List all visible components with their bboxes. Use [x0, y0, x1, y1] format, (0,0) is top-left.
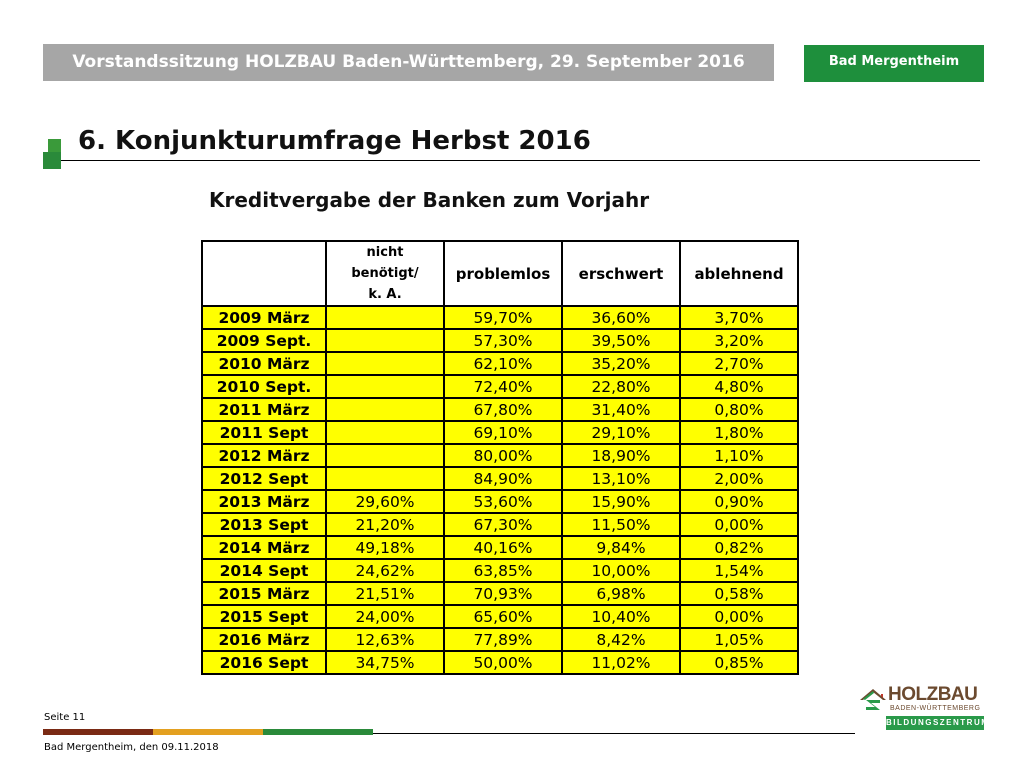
value-cell: 0,80%: [680, 398, 798, 421]
value-cell: 72,40%: [444, 375, 562, 398]
table-row: [202, 559, 798, 582]
period-cell: 2011 Sept: [202, 421, 326, 444]
period-cell: 2016 Sept: [202, 651, 326, 674]
value-cell: 21,20%: [326, 513, 444, 536]
period-cell: 2014 März: [202, 536, 326, 559]
period-cell: 2010 Sept.: [202, 375, 326, 398]
value-cell: 65,60%: [444, 605, 562, 628]
value-cell: 11,02%: [562, 651, 680, 674]
table-row: [202, 628, 798, 651]
footer-bar-brown: [43, 729, 153, 735]
value-cell: 21,51%: [326, 582, 444, 605]
period-cell: 2010 März: [202, 352, 326, 375]
value-cell: 0,58%: [680, 582, 798, 605]
location-badge: Bad Mergentheim: [804, 45, 984, 82]
value-cell: 2,00%: [680, 467, 798, 490]
value-cell: 40,16%: [444, 536, 562, 559]
table-row: [202, 421, 798, 444]
period-cell: 2009 März: [202, 306, 326, 329]
period-cell: 2015 Sept: [202, 605, 326, 628]
header-line: benötigt/: [351, 266, 419, 281]
value-cell: 3,20%: [680, 329, 798, 352]
value-cell: 22,80%: [562, 375, 680, 398]
table-row: [202, 582, 798, 605]
table-row: [202, 375, 798, 398]
value-cell: 63,85%: [444, 559, 562, 582]
header-line: nicht: [366, 245, 404, 260]
value-cell: 0,90%: [680, 490, 798, 513]
value-cell: 4,80%: [680, 375, 798, 398]
value-cell: 50,00%: [444, 651, 562, 674]
header-cell-problemlos: problemlos: [444, 241, 562, 306]
title-divider: [61, 160, 980, 161]
footer-divider: [373, 733, 855, 734]
logo-band: BILDUNGSZENTRUM: [886, 716, 984, 730]
value-cell: 36,60%: [562, 306, 680, 329]
table-row: [202, 444, 798, 467]
table-row: [202, 605, 798, 628]
value-cell: 67,80%: [444, 398, 562, 421]
value-cell: 1,80%: [680, 421, 798, 444]
value-cell: 53,60%: [444, 490, 562, 513]
period-cell: 2014 Sept: [202, 559, 326, 582]
value-cell: 59,70%: [444, 306, 562, 329]
header-title-bar: Vorstandssitzung HOLZBAU Baden-Württemberg, 29. September 2016: [43, 44, 774, 81]
table-row: [202, 651, 798, 674]
period-cell: 2013 März: [202, 490, 326, 513]
header-cell-erschwert: erschwert: [562, 241, 680, 306]
period-cell: 2013 Sept: [202, 513, 326, 536]
table-row: [202, 513, 798, 536]
value-cell: 80,00%: [444, 444, 562, 467]
logo-name: HOLZBAU: [888, 684, 978, 705]
holzbau-logo: [858, 684, 990, 734]
value-cell: 9,84%: [562, 536, 680, 559]
value-cell: 0,00%: [680, 605, 798, 628]
value-cell: 84,90%: [444, 467, 562, 490]
value-cell: 35,20%: [562, 352, 680, 375]
value-cell: 77,89%: [444, 628, 562, 651]
period-cell: 2012 Sept: [202, 467, 326, 490]
value-cell: [326, 375, 444, 398]
value-cell: 29,60%: [326, 490, 444, 513]
house-logo-icon: [858, 686, 888, 712]
value-cell: [326, 398, 444, 421]
table-row: [202, 398, 798, 421]
value-cell: 62,10%: [444, 352, 562, 375]
credit-table: [201, 240, 799, 675]
value-cell: 29,10%: [562, 421, 680, 444]
table-row: [202, 490, 798, 513]
value-cell: 8,42%: [562, 628, 680, 651]
footer-bar-green: [263, 729, 373, 735]
value-cell: 49,18%: [326, 536, 444, 559]
header-cell-period: [202, 241, 326, 306]
logo-subtitle: BADEN-WÜRTTEMBERG: [890, 705, 981, 712]
value-cell: 11,50%: [562, 513, 680, 536]
period-cell: 2011 März: [202, 398, 326, 421]
value-cell: 13,10%: [562, 467, 680, 490]
value-cell: [326, 329, 444, 352]
table-body: [202, 306, 798, 674]
value-cell: 0,85%: [680, 651, 798, 674]
value-cell: 70,93%: [444, 582, 562, 605]
value-cell: 24,00%: [326, 605, 444, 628]
value-cell: [326, 444, 444, 467]
header-cell-ablehnend: ablehnend: [680, 241, 798, 306]
value-cell: 18,90%: [562, 444, 680, 467]
value-cell: 2,70%: [680, 352, 798, 375]
value-cell: [326, 352, 444, 375]
value-cell: [326, 421, 444, 444]
period-cell: 2012 März: [202, 444, 326, 467]
table-header-row: [202, 241, 798, 306]
value-cell: 6,98%: [562, 582, 680, 605]
period-cell: 2009 Sept.: [202, 329, 326, 352]
value-cell: 1,10%: [680, 444, 798, 467]
footer-date: Bad Mergentheim, den 09.11.2018: [44, 742, 219, 753]
value-cell: 10,00%: [562, 559, 680, 582]
value-cell: 69,10%: [444, 421, 562, 444]
value-cell: 57,30%: [444, 329, 562, 352]
title-marker-square: [48, 139, 61, 152]
value-cell: 15,90%: [562, 490, 680, 513]
table-row: [202, 467, 798, 490]
table-row: [202, 329, 798, 352]
period-cell: 2015 März: [202, 582, 326, 605]
footer-bar-orange: [153, 729, 263, 735]
value-cell: 10,40%: [562, 605, 680, 628]
value-cell: 3,70%: [680, 306, 798, 329]
header-cell-not-needed: [326, 241, 444, 306]
page-title: 6. Konjunkturumfrage Herbst 2016: [78, 126, 591, 156]
value-cell: [326, 467, 444, 490]
page-number: Seite 11: [44, 712, 86, 723]
table-subtitle: Kreditvergabe der Banken zum Vorjahr: [209, 188, 650, 212]
value-cell: 1,54%: [680, 559, 798, 582]
value-cell: 31,40%: [562, 398, 680, 421]
value-cell: 24,62%: [326, 559, 444, 582]
title-marker-square: [43, 152, 61, 169]
header-line: k. A.: [368, 287, 402, 302]
value-cell: 0,00%: [680, 513, 798, 536]
value-cell: 67,30%: [444, 513, 562, 536]
table-row: [202, 306, 798, 329]
value-cell: [326, 306, 444, 329]
value-cell: 12,63%: [326, 628, 444, 651]
value-cell: 1,05%: [680, 628, 798, 651]
table-row: [202, 536, 798, 559]
period-cell: 2016 März: [202, 628, 326, 651]
value-cell: 34,75%: [326, 651, 444, 674]
table-row: [202, 352, 798, 375]
value-cell: 39,50%: [562, 329, 680, 352]
value-cell: 0,82%: [680, 536, 798, 559]
